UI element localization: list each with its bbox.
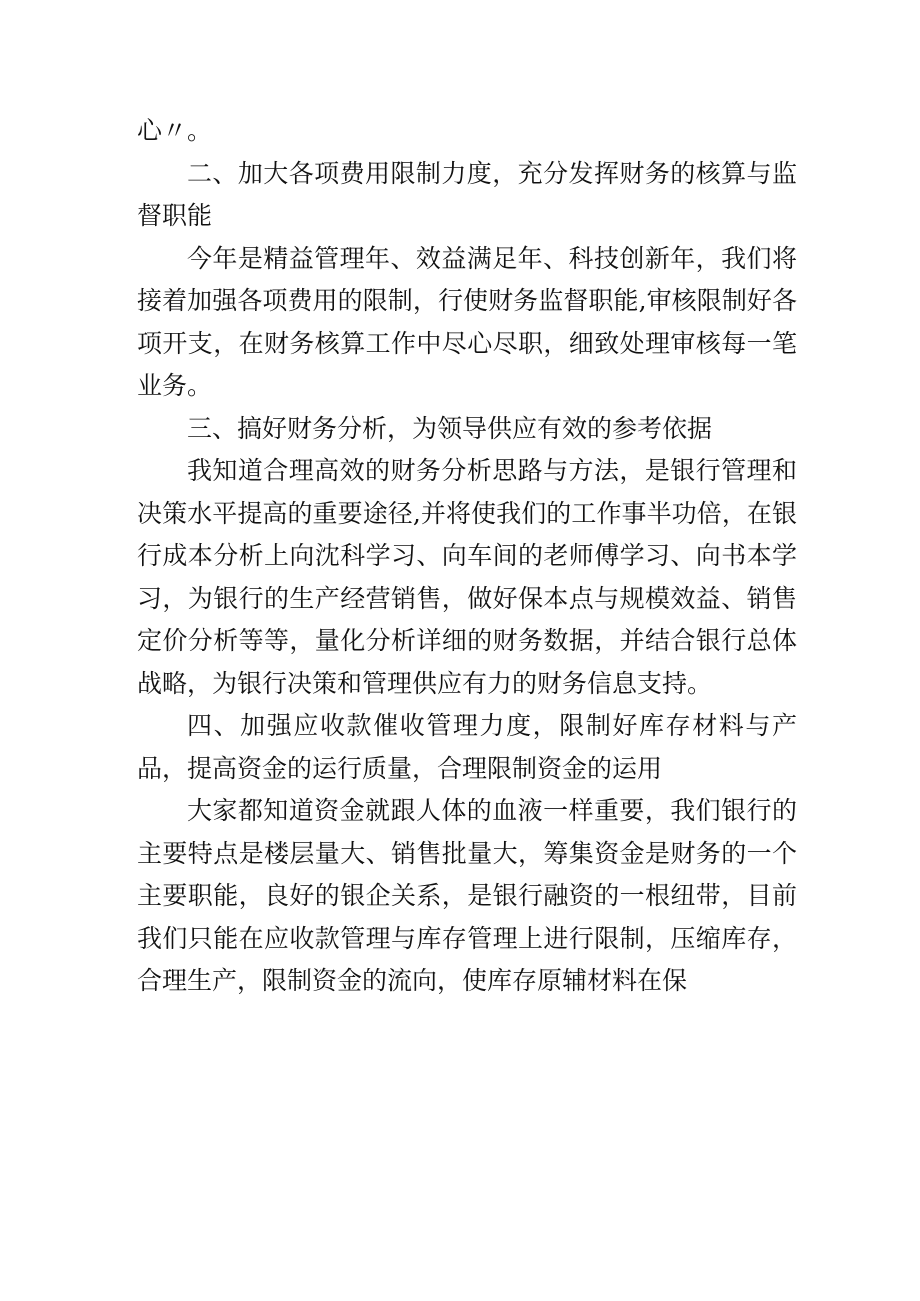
section-heading-4: 四、加强应收款催收管理力度，限制好库存材料与产品，提高资金的运行质量，合理限制资金的运用 bbox=[137, 711, 797, 783]
document-body bbox=[137, 110, 797, 1003]
paragraph-continuation: 心〃。 bbox=[137, 116, 213, 145]
paragraph-body-2: 今年是精益管理年、效益满足年、科技创新年，我们将接着加强各项费用的限制，行使财务监督职能,审核限制好各项开支，在财务核算工作中尽心尽职，细致处理审核每一笔业务。 bbox=[137, 243, 797, 400]
paragraph-body-4: 大家都知道资金就跟人体的血液一样重要，我们银行的主要特点是楼层量大、销售批量大，筹集资金是财务的一个主要职能，良好的银企关系，是银行融资的一根纽带，目前我们只能在应收款管理与库存管理上进行限制，压缩库存，合理生产，限制资金的流向，使库存原辅材料在保 bbox=[137, 796, 797, 995]
section-heading-3: 三、搞好财务分析，为领导供应有效的参考依据 bbox=[187, 413, 713, 443]
section-heading-2: 二、加大各项费用限制力度，充分发挥财务的核算与监督职能 bbox=[137, 158, 797, 230]
paragraph-body-3: 我知道合理高效的财务分析思路与方法，是银行管理和决策水平提高的重要途径,并将使我们的工作事半功倍，在银行成本分析上向沈科学习、向车间的老师傅学习、向书本学习，为银行的生产经营销售，做好保本点与规模效益、销售定价分析等等，量化分析详细的财务数据，并结合银行总体战略，为银行决策和管理供应有力的财务信息支持。 bbox=[137, 456, 797, 698]
